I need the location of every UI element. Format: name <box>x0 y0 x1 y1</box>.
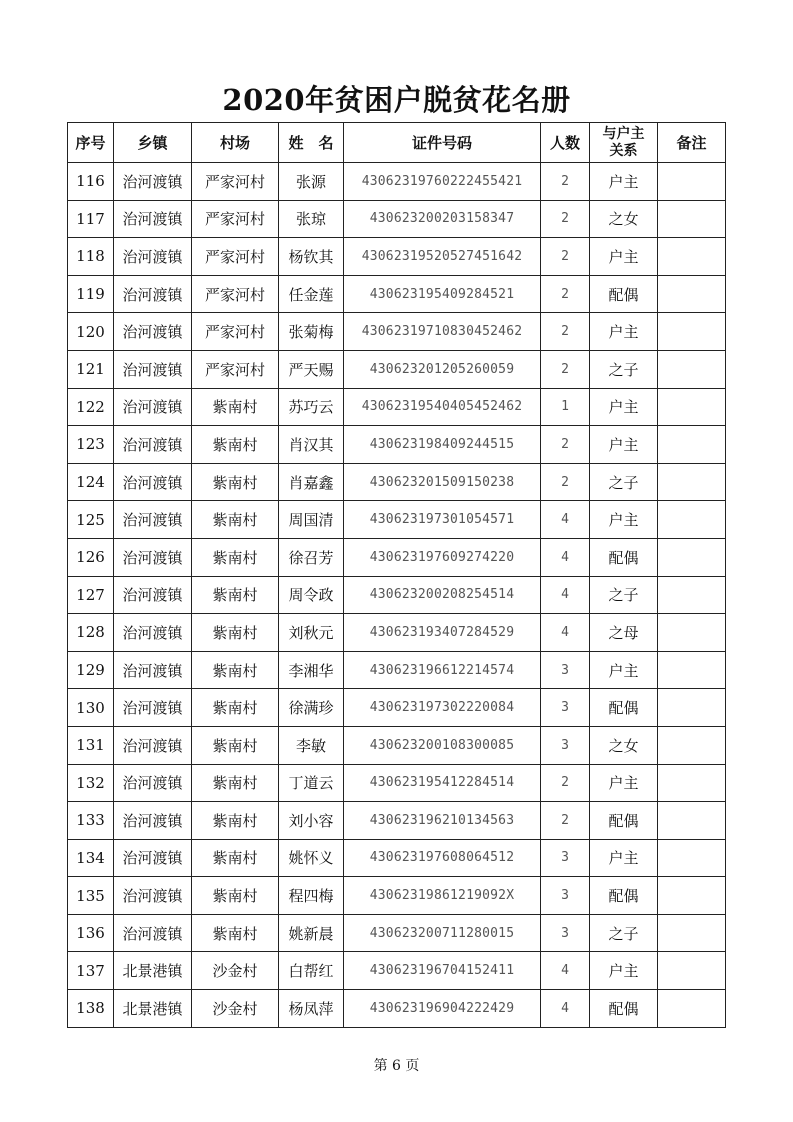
table-row <box>68 914 726 952</box>
cell-remark <box>658 426 726 464</box>
cell-count: 4 <box>541 501 590 539</box>
cell-remark <box>658 914 726 952</box>
table-row <box>68 350 726 388</box>
cell-count: 3 <box>541 726 590 764</box>
table-row <box>68 576 726 614</box>
cell-village: 严家河村 <box>192 163 279 201</box>
header-count: 人数 <box>541 123 590 163</box>
cell-village: 紫南村 <box>192 614 279 652</box>
cell-seq: 128 <box>68 614 114 652</box>
cell-relation: 配偶 <box>590 802 658 840</box>
cell-name: 张琼 <box>279 200 344 238</box>
cell-village: 严家河村 <box>192 275 279 313</box>
table-row <box>68 501 726 539</box>
cell-name: 肖汉其 <box>279 426 344 464</box>
cell-seq: 125 <box>68 501 114 539</box>
cell-relation: 户主 <box>590 501 658 539</box>
cell-village: 紫南村 <box>192 651 279 689</box>
header-remark: 备注 <box>658 123 726 163</box>
cell-town: 治河渡镇 <box>114 839 192 877</box>
cell-name: 周国清 <box>279 501 344 539</box>
cell-count: 4 <box>541 576 590 614</box>
header-row <box>68 123 726 163</box>
cell-relation: 之子 <box>590 350 658 388</box>
cell-id: 430623200108300085 <box>344 726 541 764</box>
cell-village: 紫南村 <box>192 538 279 576</box>
cell-count: 2 <box>541 163 590 201</box>
cell-count: 4 <box>541 614 590 652</box>
cell-relation: 户主 <box>590 313 658 351</box>
cell-id: 430623196210134563 <box>344 802 541 840</box>
cell-relation: 之母 <box>590 614 658 652</box>
cell-count: 2 <box>541 764 590 802</box>
cell-remark <box>658 839 726 877</box>
table-row <box>68 538 726 576</box>
cell-relation: 配偶 <box>590 275 658 313</box>
cell-town: 治河渡镇 <box>114 576 192 614</box>
cell-id: 430623196612214574 <box>344 651 541 689</box>
cell-town: 治河渡镇 <box>114 764 192 802</box>
cell-village: 紫南村 <box>192 426 279 464</box>
cell-remark <box>658 952 726 990</box>
cell-seq: 132 <box>68 764 114 802</box>
cell-town: 治河渡镇 <box>114 614 192 652</box>
cell-count: 2 <box>541 802 590 840</box>
cell-remark <box>658 163 726 201</box>
cell-id: 43062319760222455421 <box>344 163 541 201</box>
cell-relation: 户主 <box>590 651 658 689</box>
cell-relation: 配偶 <box>590 990 658 1028</box>
cell-count: 3 <box>541 914 590 952</box>
cell-name: 杨凤萍 <box>279 990 344 1028</box>
table-row <box>68 275 726 313</box>
cell-seq: 136 <box>68 914 114 952</box>
cell-count: 3 <box>541 839 590 877</box>
cell-id: 43062319710830452462 <box>344 313 541 351</box>
cell-town: 治河渡镇 <box>114 275 192 313</box>
table-row <box>68 614 726 652</box>
header-id: 证件号码 <box>344 123 541 163</box>
cell-remark <box>658 990 726 1028</box>
cell-name: 周令政 <box>279 576 344 614</box>
cell-remark <box>658 275 726 313</box>
table-row <box>68 200 726 238</box>
cell-seq: 122 <box>68 388 114 426</box>
cell-count: 4 <box>541 990 590 1028</box>
cell-count: 3 <box>541 877 590 915</box>
cell-seq: 131 <box>68 726 114 764</box>
cell-relation: 配偶 <box>590 689 658 727</box>
page-number: 第 6 页 <box>373 1058 420 1074</box>
cell-relation: 之子 <box>590 914 658 952</box>
cell-remark <box>658 877 726 915</box>
cell-remark <box>658 614 726 652</box>
cell-id: 430623195412284514 <box>344 764 541 802</box>
cell-village: 沙金村 <box>192 952 279 990</box>
cell-village: 紫南村 <box>192 914 279 952</box>
cell-town: 治河渡镇 <box>114 538 192 576</box>
cell-count: 2 <box>541 350 590 388</box>
cell-id: 430623200208254514 <box>344 576 541 614</box>
cell-count: 2 <box>541 238 590 276</box>
cell-seq: 138 <box>68 990 114 1028</box>
cell-village: 紫南村 <box>192 576 279 614</box>
cell-relation: 户主 <box>590 163 658 201</box>
table-row <box>68 764 726 802</box>
cell-seq: 137 <box>68 952 114 990</box>
cell-relation: 户主 <box>590 238 658 276</box>
cell-village: 紫南村 <box>192 501 279 539</box>
cell-remark <box>658 350 726 388</box>
table-row <box>68 651 726 689</box>
cell-relation: 配偶 <box>590 877 658 915</box>
cell-remark <box>658 463 726 501</box>
cell-name: 张菊梅 <box>279 313 344 351</box>
cell-seq: 135 <box>68 877 114 915</box>
cell-name: 刘秋元 <box>279 614 344 652</box>
cell-remark <box>658 576 726 614</box>
cell-remark <box>658 651 726 689</box>
cell-name: 姚新晨 <box>279 914 344 952</box>
table-row <box>68 990 726 1028</box>
cell-town: 治河渡镇 <box>114 350 192 388</box>
cell-remark <box>658 238 726 276</box>
table-row <box>68 463 726 501</box>
cell-count: 1 <box>541 388 590 426</box>
table-row <box>68 952 726 990</box>
table-row <box>68 689 726 727</box>
cell-town: 治河渡镇 <box>114 238 192 276</box>
cell-town: 治河渡镇 <box>114 163 192 201</box>
cell-count: 2 <box>541 426 590 464</box>
cell-count: 3 <box>541 689 590 727</box>
cell-name: 苏巧云 <box>279 388 344 426</box>
cell-remark <box>658 689 726 727</box>
cell-seq: 130 <box>68 689 114 727</box>
cell-seq: 116 <box>68 163 114 201</box>
header-relation <box>590 123 658 163</box>
cell-seq: 119 <box>68 275 114 313</box>
cell-name: 杨钦其 <box>279 238 344 276</box>
cell-id: 430623197609274220 <box>344 538 541 576</box>
cell-name: 丁道云 <box>279 764 344 802</box>
cell-name: 刘小容 <box>279 802 344 840</box>
cell-town: 治河渡镇 <box>114 313 192 351</box>
roster-table <box>67 122 726 1028</box>
cell-id: 430623201509150238 <box>344 463 541 501</box>
cell-town: 治河渡镇 <box>114 726 192 764</box>
cell-remark <box>658 388 726 426</box>
cell-town: 治河渡镇 <box>114 501 192 539</box>
cell-town: 治河渡镇 <box>114 651 192 689</box>
table-row <box>68 877 726 915</box>
cell-name: 李敏 <box>279 726 344 764</box>
cell-id: 43062319540405452462 <box>344 388 541 426</box>
cell-village: 紫南村 <box>192 388 279 426</box>
cell-village: 严家河村 <box>192 313 279 351</box>
cell-count: 4 <box>541 538 590 576</box>
cell-town: 治河渡镇 <box>114 388 192 426</box>
cell-id: 430623200711280015 <box>344 914 541 952</box>
cell-town: 治河渡镇 <box>114 689 192 727</box>
cell-id: 43062319520527451642 <box>344 238 541 276</box>
cell-remark <box>658 538 726 576</box>
table-row <box>68 388 726 426</box>
cell-count: 2 <box>541 313 590 351</box>
cell-count: 2 <box>541 275 590 313</box>
cell-village: 紫南村 <box>192 463 279 501</box>
cell-id: 430623196704152411 <box>344 952 541 990</box>
cell-count: 2 <box>541 200 590 238</box>
header-seq: 序号 <box>68 123 114 163</box>
cell-id: 430623198409244515 <box>344 426 541 464</box>
cell-seq: 118 <box>68 238 114 276</box>
cell-village: 严家河村 <box>192 200 279 238</box>
header-relation-line2: 关系 <box>609 142 638 159</box>
cell-seq: 120 <box>68 313 114 351</box>
cell-relation: 之子 <box>590 463 658 501</box>
cell-name: 程四梅 <box>279 877 344 915</box>
cell-name: 徐召芳 <box>279 538 344 576</box>
cell-town: 治河渡镇 <box>114 426 192 464</box>
cell-relation: 之子 <box>590 576 658 614</box>
cell-name: 白帮红 <box>279 952 344 990</box>
cell-name: 肖嘉鑫 <box>279 463 344 501</box>
cell-relation: 配偶 <box>590 538 658 576</box>
cell-name: 张源 <box>279 163 344 201</box>
cell-town: 北景港镇 <box>114 952 192 990</box>
cell-name: 李湘华 <box>279 651 344 689</box>
cell-village: 沙金村 <box>192 990 279 1028</box>
cell-remark <box>658 501 726 539</box>
cell-village: 严家河村 <box>192 350 279 388</box>
cell-remark <box>658 313 726 351</box>
cell-seq: 117 <box>68 200 114 238</box>
cell-town: 治河渡镇 <box>114 802 192 840</box>
cell-relation: 户主 <box>590 764 658 802</box>
cell-remark <box>658 200 726 238</box>
cell-seq: 126 <box>68 538 114 576</box>
cell-village: 紫南村 <box>192 839 279 877</box>
cell-name: 任金莲 <box>279 275 344 313</box>
cell-town: 治河渡镇 <box>114 463 192 501</box>
cell-count: 3 <box>541 651 590 689</box>
cell-village: 紫南村 <box>192 689 279 727</box>
cell-name: 姚怀义 <box>279 839 344 877</box>
table-row <box>68 238 726 276</box>
table-body <box>68 163 726 1028</box>
cell-id: 430623197302220084 <box>344 689 541 727</box>
cell-id: 43062319861219092X <box>344 877 541 915</box>
cell-name: 严天赐 <box>279 350 344 388</box>
header-town: 乡镇 <box>114 123 192 163</box>
cell-seq: 129 <box>68 651 114 689</box>
table-row <box>68 802 726 840</box>
cell-seq: 133 <box>68 802 114 840</box>
cell-relation: 之女 <box>590 726 658 764</box>
page-title: 2020年贫困户脱贫花名册 <box>222 83 571 117</box>
cell-id: 430623201205260059 <box>344 350 541 388</box>
cell-relation: 户主 <box>590 952 658 990</box>
table-row <box>68 726 726 764</box>
cell-remark <box>658 726 726 764</box>
cell-village: 紫南村 <box>192 802 279 840</box>
table-row <box>68 426 726 464</box>
cell-town: 治河渡镇 <box>114 877 192 915</box>
cell-seq: 124 <box>68 463 114 501</box>
cell-id: 430623196904222429 <box>344 990 541 1028</box>
cell-seq: 127 <box>68 576 114 614</box>
cell-town: 北景港镇 <box>114 990 192 1028</box>
cell-village: 紫南村 <box>192 877 279 915</box>
cell-seq: 123 <box>68 426 114 464</box>
cell-village: 紫南村 <box>192 764 279 802</box>
cell-village: 严家河村 <box>192 238 279 276</box>
cell-id: 430623197608064512 <box>344 839 541 877</box>
cell-count: 2 <box>541 463 590 501</box>
cell-seq: 134 <box>68 839 114 877</box>
cell-id: 430623195409284521 <box>344 275 541 313</box>
header-village: 村场 <box>192 123 279 163</box>
cell-id: 430623197301054571 <box>344 501 541 539</box>
cell-relation: 户主 <box>590 839 658 877</box>
header-relation-line1: 与户主 <box>602 125 645 142</box>
cell-remark <box>658 764 726 802</box>
cell-id: 430623193407284529 <box>344 614 541 652</box>
table-row <box>68 163 726 201</box>
cell-relation: 户主 <box>590 426 658 464</box>
cell-relation: 之女 <box>590 200 658 238</box>
cell-count: 4 <box>541 952 590 990</box>
table-row <box>68 839 726 877</box>
cell-seq: 121 <box>68 350 114 388</box>
cell-village: 紫南村 <box>192 726 279 764</box>
cell-town: 治河渡镇 <box>114 914 192 952</box>
header-name: 姓 名 <box>279 123 344 163</box>
cell-relation: 户主 <box>590 388 658 426</box>
cell-id: 430623200203158347 <box>344 200 541 238</box>
cell-name: 徐满珍 <box>279 689 344 727</box>
cell-remark <box>658 802 726 840</box>
cell-town: 治河渡镇 <box>114 200 192 238</box>
table-row <box>68 313 726 351</box>
